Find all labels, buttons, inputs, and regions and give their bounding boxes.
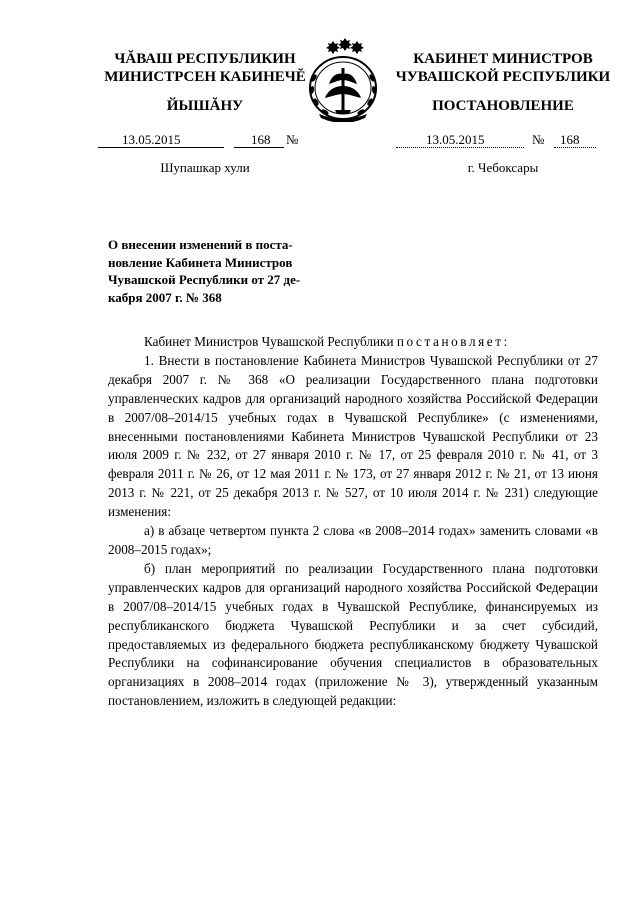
header-right-number: 168 [560,132,580,147]
subject-line: О внесении изменений в поста- [108,237,293,252]
body-paragraph-3: б) план мероприятий по реализации Государственного плана подготовки управленческих кадров для организаций народного хозяйства Российской Федерации в 2007/08–2014/15 учебных годах в Чувашской Республике, финансируемых из республиканского бюджета Чувашской Республики и за счет субсидий, предоставляемых из федерального бюджета республиканскому бюджету Чувашской Республики на софинансирование обучения специалистов в образовательных организациях в 2008–2014 годах (приложение № 3), утвержденный указанным постановлением, изложить в следующей редакции: [108,560,598,709]
header-left-number-row [98,132,308,148]
header-right-line2: ЧУВАШСКОЙ РЕСПУБЛИКИ [395,69,611,85]
header-right-line1: КАБИНЕТ МИНИСТРОВ [413,51,593,67]
body-paragraph-1: 1. Внести в постановление Кабинета Министров Чувашской Республики от 27 декабря 2007 г. № 368 «О реализации Государственного плана подготовки управленческих кадров для организаций народного хозяйства Российской Федерации в 2007/08–2014/15 учебных годах в Чувашской Республике» (с изменениями, внесенными постановлениями Кабинета Министров Чувашской Республики от 23 июля 2009 г. № 232, от 27 января 2010 г. № 17, от 25 февраля 2010 г. № 41, от 3 февраля 2011 г. № 26, от 12 мая 2011 г. № 173, от 27 января 2012 г. № 21, от 13 июня 2013 г. № 221, от 25 декабря 2013 г. № 527, от 10 июля 2014 г. № 231) следующие изменения: [108,352,598,520]
intro-action: постановляет: [396,334,510,349]
header-left-org [80,50,330,86]
header-right-doctype: ПОСТАНОВЛЕНИЕ [432,98,574,114]
header-left-number-underline [234,146,284,148]
header-left-date-underline [98,146,224,148]
header-left-city: Шупашкар хули [160,160,250,175]
header-left-number-sign: № [286,132,299,147]
header-left-line1: ЧĂВАШ РЕСПУБЛИКИН [114,51,296,67]
header-right-number-sign: № [532,132,545,147]
coat-of-arms-icon [305,38,381,122]
coat-of-arms-emblem [305,38,381,122]
subject-line: новление Кабинета Министров [108,254,293,270]
header-right-org [383,50,623,86]
document-subject [108,236,320,306]
header-right-date: 13.05.2015 [426,132,485,147]
header-right-city: г. Чебоксары [467,160,539,175]
header-left-doctype: ЙЫШĂНУ [166,98,244,114]
subject-line: Чувашской Республики от 27 де- [108,272,301,287]
header-left-date: 13.05.2015 [122,132,181,147]
subject-line: кабря 2007 г. № 368 [108,289,222,305]
header-left-line2: МИНИСТРСЕН КАБИНЕЧĔ [104,69,306,85]
document-body [108,333,598,711]
body-paragraph-2: а) в абзаце четвертом пункта 2 слова «в 2008–2014 годах» заменить словами «в 2008–2015 годах»; [108,523,598,557]
header-right-number-row [396,132,602,148]
body-intro [108,333,598,352]
header-right-date-underline [396,146,524,148]
intro-lead: Кабинет Министров Чувашской Республики [144,334,394,349]
header-right-number-underline [554,146,596,148]
header-left-number: 168 [251,132,271,147]
